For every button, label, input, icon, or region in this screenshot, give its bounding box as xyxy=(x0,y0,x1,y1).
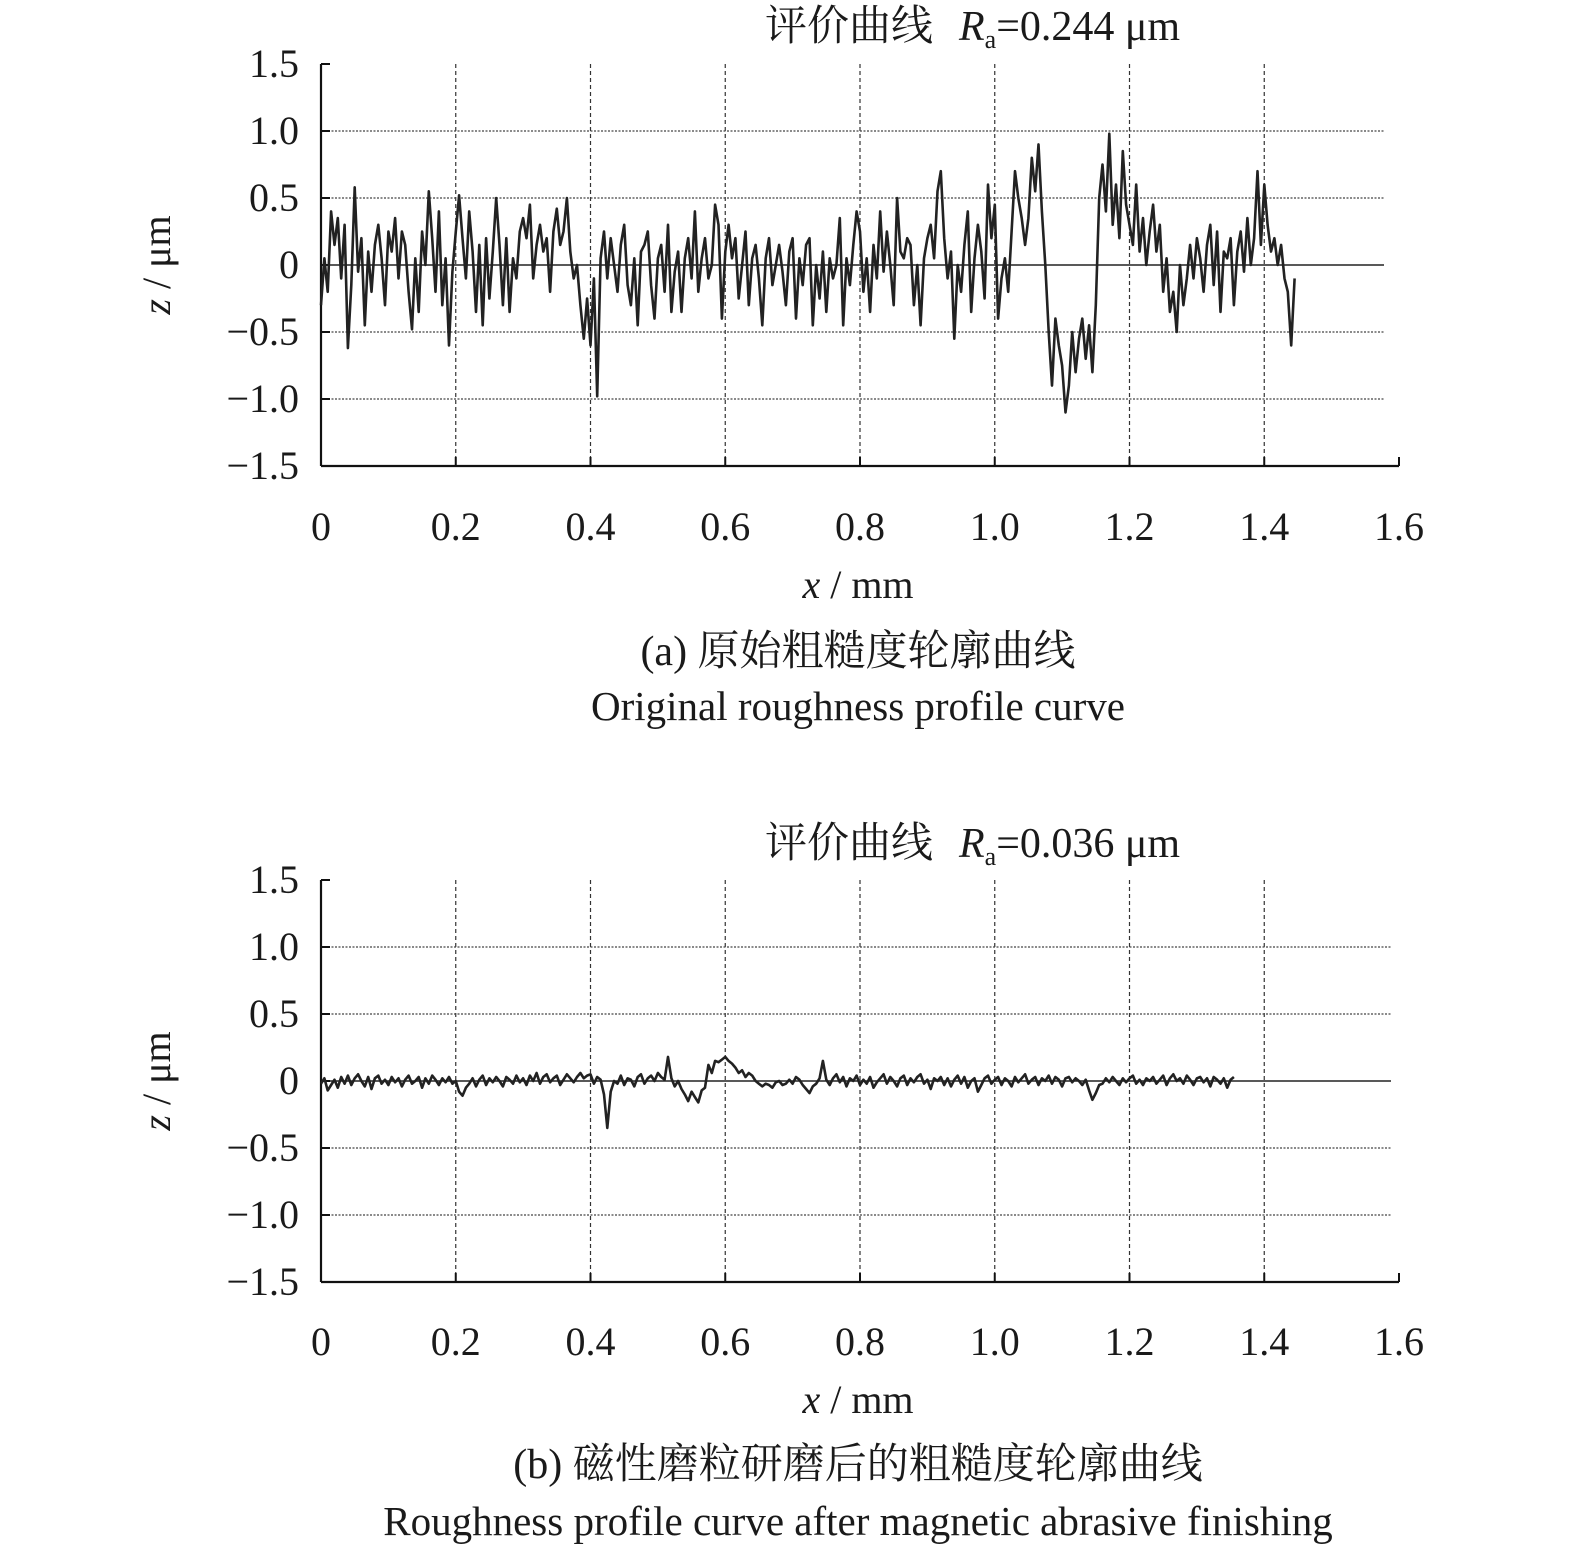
x-tick-label: 1.4 xyxy=(1239,1319,1290,1364)
x-axis-unit: / mm xyxy=(820,1377,914,1422)
x-tick-label: 0.6 xyxy=(700,504,751,549)
x-tick-label: 0.4 xyxy=(565,504,616,549)
y-axis-unit: / μm xyxy=(134,1031,179,1116)
x-tick-label: 0.8 xyxy=(835,504,885,549)
x-tick-label: 0 xyxy=(311,1319,331,1364)
y-tick-label: −1.0 xyxy=(226,1192,299,1237)
title-symbol: R xyxy=(959,4,985,50)
chart-panel-b xyxy=(134,821,1424,1544)
x-tick-label: 0 xyxy=(311,504,331,549)
x-tick-label: 1.0 xyxy=(969,1319,1020,1364)
x-tick-label: 1.2 xyxy=(1104,504,1155,549)
series-line xyxy=(321,134,1295,413)
x-axis-var: x xyxy=(802,1377,821,1422)
x-axis-var: x xyxy=(802,562,821,607)
x-tick-label: 0.6 xyxy=(700,1319,751,1364)
title-prefix: 评价曲线 xyxy=(765,4,934,50)
y-tick-label: 0 xyxy=(279,1058,299,1103)
x-tick-label: 1.6 xyxy=(1374,504,1424,549)
x-axis-label xyxy=(801,1377,913,1422)
y-axis-label xyxy=(134,215,179,315)
title-subscript: a xyxy=(984,25,997,54)
y-tick-label: −1.5 xyxy=(226,443,299,488)
title-value: =0.036 μm xyxy=(996,821,1181,867)
title-value: =0.244 μm xyxy=(996,4,1181,50)
x-tick-label: 1.6 xyxy=(1374,1319,1424,1364)
x-tick-label: 1.0 xyxy=(969,504,1020,549)
caption-cn: (b) 磁性磨粒研磨后的粗糙度轮廓曲线 xyxy=(513,1442,1203,1488)
caption-en: Original roughness profile curve xyxy=(591,683,1125,729)
y-axis-unit: / μm xyxy=(134,215,179,300)
y-axis-var: z xyxy=(134,299,179,315)
y-tick-label: −0.5 xyxy=(226,309,299,354)
chart-title xyxy=(765,4,1180,54)
x-tick-label: 0.2 xyxy=(430,504,481,549)
y-tick-label: 1.0 xyxy=(249,924,299,969)
y-tick-label: −1.0 xyxy=(226,376,299,421)
title-prefix: 评价曲线 xyxy=(765,821,934,867)
y-tick-label: 0.5 xyxy=(249,175,299,220)
x-axis-label xyxy=(801,562,913,607)
x-tick-label: 1.2 xyxy=(1104,1319,1155,1364)
chart-title xyxy=(765,821,1180,871)
y-axis-label xyxy=(134,1031,179,1131)
chart-panel-a xyxy=(134,4,1424,729)
title-symbol: R xyxy=(959,821,985,867)
y-tick-label: 1.5 xyxy=(249,41,299,86)
x-tick-label: 0.2 xyxy=(430,1319,481,1364)
series-line xyxy=(321,1057,1234,1128)
caption-en: Roughness profile curve after magnetic abrasive finishing xyxy=(383,1498,1333,1544)
y-tick-label: 0 xyxy=(279,242,299,287)
x-tick-label: 0.4 xyxy=(565,1319,616,1364)
y-tick-label: −0.5 xyxy=(226,1125,299,1170)
x-axis-unit: / mm xyxy=(820,562,914,607)
x-tick-label: 0.8 xyxy=(835,1319,885,1364)
y-axis-var: z xyxy=(134,1115,179,1131)
y-tick-label: 1.5 xyxy=(249,857,299,902)
y-tick-label: 0.5 xyxy=(249,991,299,1036)
x-tick-label: 1.4 xyxy=(1239,504,1290,549)
caption-cn: (a) 原始粗糙度轮廓曲线 xyxy=(640,629,1076,675)
y-tick-label: 1.0 xyxy=(249,108,299,153)
title-subscript: a xyxy=(984,842,997,871)
y-tick-label: −1.5 xyxy=(226,1259,299,1304)
